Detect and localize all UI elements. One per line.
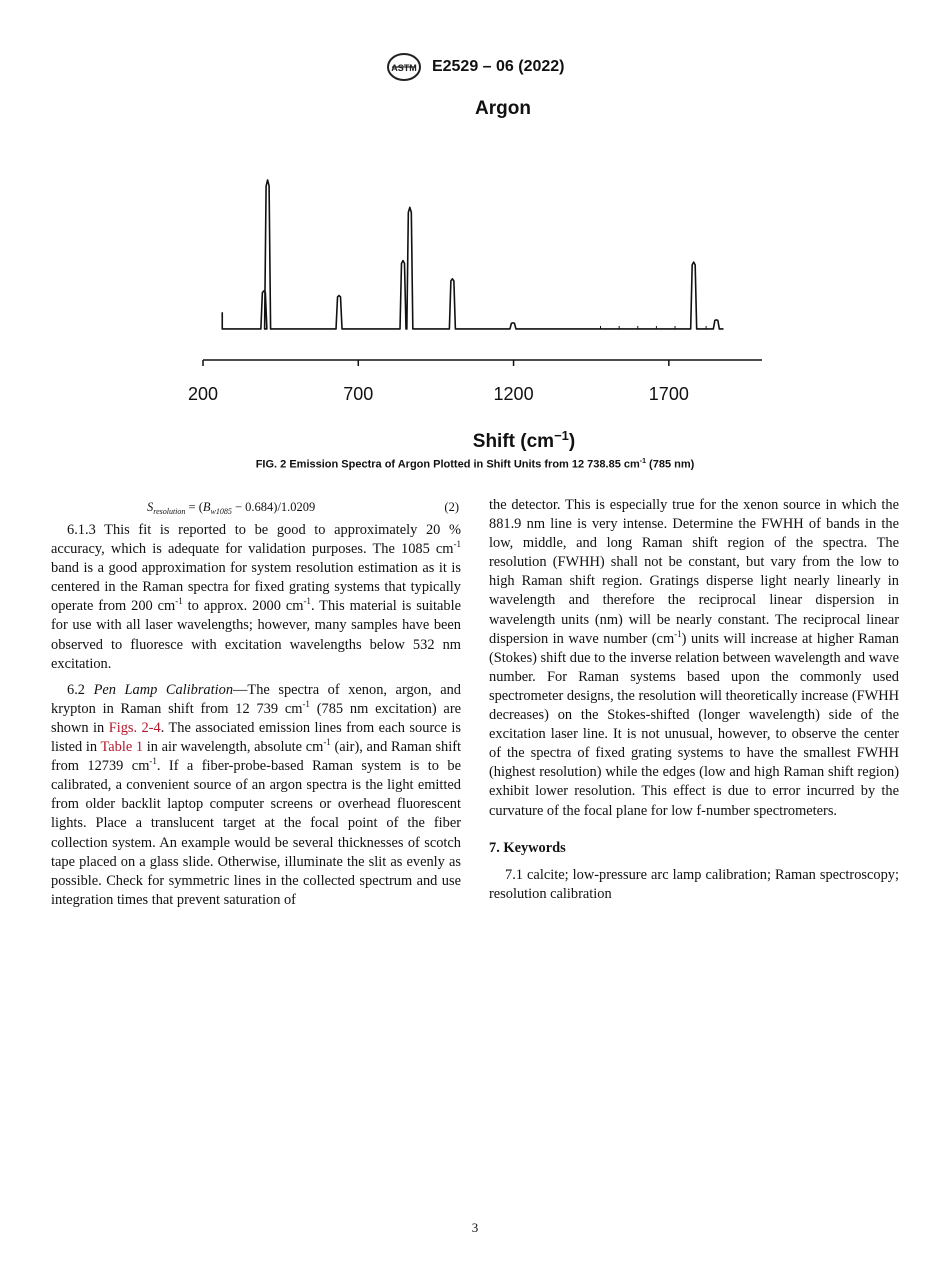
- table-1-link[interactable]: Table 1: [100, 739, 144, 756]
- page-header: [0, 52, 950, 82]
- x-axis-tick-labels: [188, 384, 689, 404]
- svg-text:ASTM: ASTM: [390, 63, 417, 73]
- x-tick-label-700: 700: [343, 384, 374, 404]
- spectrum-line: [222, 180, 723, 329]
- paragraph-6-2: 6.2 Pen Lamp Calibration—The spectra of xenon, argon, and krypton in Raman shift from 12 739 $cm^{-1}$ (785 nm excitation) are shown in Figs. 2-4. The associated emission lines from each source is listed in Table 1 in air wavelength, absolute $cm^{-1}$ (air), and Raman shift from 12739 $cm^{-1}$. If a fiber-probe-based Raman system is to be calibrated, a convenient source of an argon spectra is the light emitted from older backlit laptop computer screens or overhead fluorescent lights. Place a translucent target at the focal point of the fiber collection system. An example would be several thicknesses of scotch tape placed on a glass slide. Otherwise, illuminate the slit as evenly as possible. Check for symmetric lines in the collected spectrum and use integration times that prevent saturation of: [51, 681, 461, 908]
- standard-designation: E2529 – 06 (2022): [431, 58, 565, 75]
- figure-caption: FIG. 2 Emission Spectra of Argon Plotted in Shift Units from 12 738.85 $cm^{-1}$ (785 nm): [255, 458, 695, 471]
- equation-number: (2): [444, 500, 459, 514]
- x-tick-label-1700: 1700: [648, 384, 689, 404]
- paragraph-7-1: 7.1 calcite; low-pressure arc lamp calibration; Raman spectroscopy; resolution calibration: [489, 866, 899, 902]
- paragraph-6-1-3: 6.1.3 This fit is reported to be good to approximately 20 % accuracy, which is adequate for validation purposes. The 1085 $cm^{-1}$ band is a good approximation for system resolution estimation as it is centered in the Raman spectra for fixed grating systems that typically operate from 200 $cm^{-1}$ to approx. 2000 $cm^{-1}$. This material is suitable for use with all laser wavelengths; however, many samples have been observed to fluoresce with excitation wavelengths below 532 nm excitation.: [51, 522, 461, 672]
- astm-logo-icon: [386, 52, 422, 82]
- equation-2: $S_{resolution} = (B_{w1085} - 0.684)/1.0209$ (2): [147, 500, 459, 516]
- page-number: 3: [471, 1220, 479, 1235]
- x-tick-label-200: 200: [187, 384, 219, 404]
- argon-spectrum-figure: [0, 92, 950, 472]
- right-column: [489, 496, 899, 911]
- paragraph-6-2-continued: the detector. This is especially true for the xenon source in which the 881.9 nm line is very intense. Determine the FWHH of bands in the low, middle, and long Raman shift region of the spectra. The resolution (FWHH) shall not be constant, but vary from the low to high Raman shift region. Gratings disperse light nearly linearly in wavelength and therefore the reciprocal linear dispersion in wavelength units (nm) will be nearly constant. The reciprocal linear dispersion in wave number $(cm^{-1})$ units will increase at higher Raman (Stokes) shift due to the inverse relation between wavelength and wave number. For Raman systems based upon the commonly used spectrometer designs, the resolution will theoretically increase (FWHH decreases) on the Stokes-shifted (longer wavelength) side of the excitation laser line. It is not unusual, however, to observe the center of the spectra of fixed grating systems to have the smallest FWHH (highest resolution) while the edges (low and high Raman shift region) exhibit lower resolution. This effect is due to error incurred by the curvature of the focal plane for low f-number spectrometers.: [489, 497, 900, 819]
- x-axis-label: Shift $(cm^{-1})$: [472, 428, 576, 452]
- chart-title: Argon: [475, 98, 531, 119]
- left-column: [51, 496, 461, 917]
- section-heading-keywords: 7. Keywords: [489, 839, 566, 856]
- argon-chart: [0, 92, 950, 462]
- x-tick-label-1200: 1200: [493, 384, 534, 404]
- figs-2-4-link[interactable]: Figs. 2-4: [108, 719, 161, 736]
